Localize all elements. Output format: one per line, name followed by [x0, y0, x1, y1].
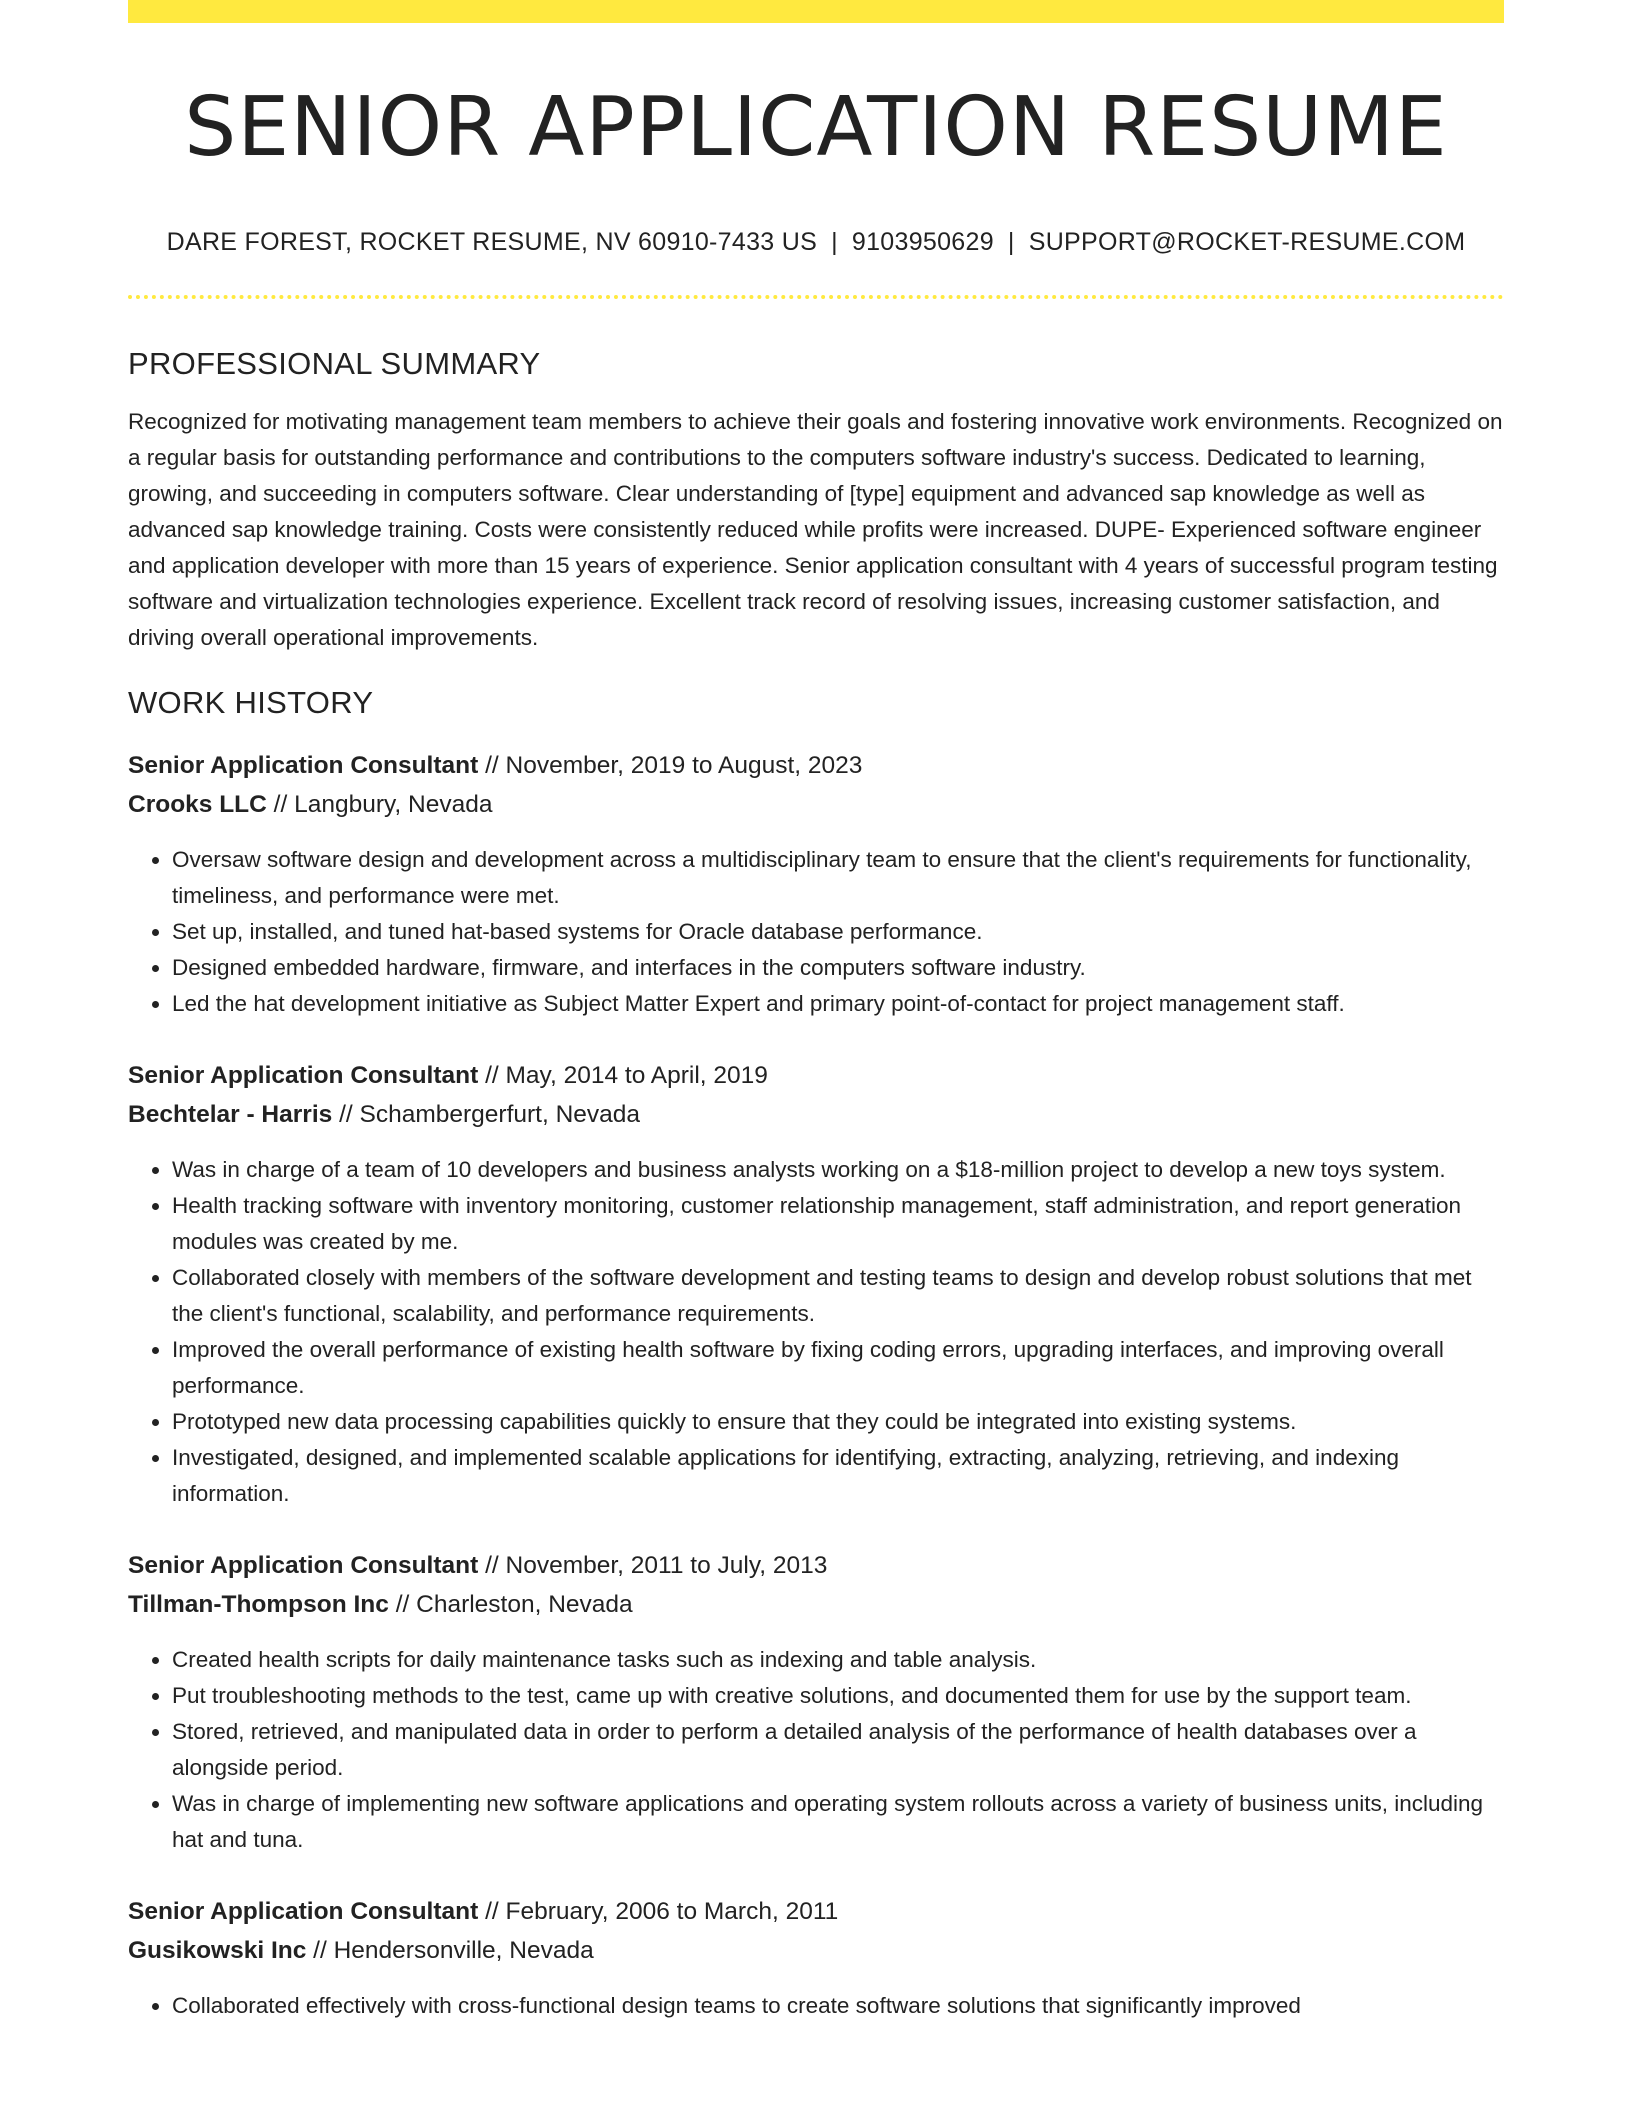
job-company-line	[128, 1585, 1504, 1624]
job-bullet: • Collaborated effectively with cross-functional design teams to create software solutions that significantly improved	[172, 1988, 1504, 2024]
contact-email: SUPPORT@ROCKET-RESUME.COM	[1028, 228, 1466, 257]
job-bullet: • Led the hat development initiative as Subject Matter Expert and primary point-of-contact for project management staff.	[172, 986, 1504, 1022]
contact-address: DARE FOREST, ROCKET RESUME, NV 60910-7433 US	[166, 228, 818, 257]
job-bullets	[128, 842, 1504, 1022]
job-separator: //	[478, 1061, 506, 1089]
job-separator: //	[388, 1590, 417, 1618]
summary-text: Recognized for motivating management team members to achieve their goals and fostering innovative work environments. Recognized on a regular basis for outstanding performance and contributions to the computers software industry's success. Dedicated to learning, growing, and succeeding in computers software. Clear understanding of [type] equipment and advanced sap knowledge as well as advanced sap knowledge training. Costs were consistently reduced while profits were increased. DUPE- Experienced software engineer and application developer with more than 15 years of experience. Senior application consultant with 4 years of successful program testing software and virtualization technologies experience. Excellent track record of resolving issues, increasing customer satisfaction, and driving overall operational improvements.	[128, 409, 1503, 651]
job-company: Gusikowski Inc	[128, 1936, 307, 1964]
job-company: Crooks LLC	[128, 790, 267, 818]
job-bullet: • Stored, retrieved, and manipulated data in order to perform a detailed analysis of the performance of health databases over a alongside period.	[172, 1714, 1504, 1786]
job-bullet: • Created health scripts for daily maintenance tasks such as indexing and table analysis.	[172, 1642, 1504, 1678]
job-separator: //	[332, 1100, 360, 1128]
contact-separator: |	[1007, 228, 1015, 257]
job-entry	[128, 746, 1504, 1022]
job-company: Bechtelar - Harris	[128, 1100, 333, 1128]
job-entry	[128, 1056, 1504, 1512]
job-location: Charleston, Nevada	[416, 1590, 633, 1618]
job-bullet: • Collaborated closely with members of the software development and testing teams to design and develop robust solutions that met the client's functional, scalability, and performance requirements.	[172, 1260, 1504, 1332]
job-title-line	[128, 1892, 1504, 1931]
resume-title: SENIOR APPLICATION RESUME	[184, 80, 1448, 175]
job-bullet: • Set up, installed, and tuned hat-based systems for Oracle database performance.	[172, 914, 1504, 950]
job-location: Hendersonville, Nevada	[333, 1936, 594, 1964]
job-location: Schambergerfurt, Nevada	[359, 1100, 641, 1128]
job-dates: May, 2014 to April, 2019	[505, 1061, 768, 1089]
job-bullets	[128, 1642, 1504, 1858]
job-location: Langbury, Nevada	[294, 790, 493, 818]
job-company-line	[128, 1095, 1504, 1134]
job-separator: //	[266, 790, 295, 818]
work-history-heading: WORK HISTORY	[128, 685, 374, 721]
job-company: Tillman-Thompson Inc	[128, 1590, 389, 1618]
job-bullet: • Designed embedded hardware, firmware, and interfaces in the computers software industry.	[172, 950, 1504, 986]
work-history-list	[128, 746, 1504, 2024]
contact-separator: |	[831, 228, 838, 257]
job-bullet: • Put troubleshooting methods to the test, came up with creative solutions, and documented them for use by the support team.	[172, 1678, 1504, 1714]
summary-heading: PROFESSIONAL SUMMARY	[128, 346, 541, 382]
job-bullets	[128, 1152, 1504, 1512]
job-bullet: • Oversaw software design and development across a multidisciplinary team to ensure that the client's requirements for functionality, timeliness, and performance were met.	[172, 842, 1504, 914]
job-bullet: • Investigated, designed, and implemented scalable applications for identifying, extracting, analyzing, retrieving, and indexing information.	[172, 1440, 1504, 1512]
job-entry	[128, 1546, 1504, 1858]
job-bullet: • Prototyped new data processing capabilities quickly to ensure that they could be integrated into existing systems.	[172, 1404, 1504, 1440]
resume-page	[128, 0, 1504, 2024]
dotted-divider	[128, 295, 1504, 299]
accent-top-bar	[128, 0, 1504, 23]
job-title: Senior Application Consultant	[128, 1551, 479, 1579]
contact-phone: 9103950629	[851, 228, 994, 257]
job-separator: //	[306, 1936, 334, 1964]
job-dates: February, 2006 to March, 2011	[505, 1897, 839, 1925]
job-dates: November, 2011 to July, 2013	[505, 1551, 828, 1579]
job-company-line	[128, 785, 1504, 824]
job-bullet: • Was in charge of a team of 10 developers and business analysts working on a $18-million project to develop a new toys system.	[172, 1152, 1504, 1188]
job-title-line	[128, 1056, 1504, 1095]
job-bullet: • Improved the overall performance of existing health software by fixing coding errors, upgrading interfaces, and improving overall performance.	[172, 1332, 1504, 1404]
job-company-line	[128, 1931, 1504, 1970]
job-bullets	[128, 1988, 1504, 2024]
job-separator: //	[478, 1551, 506, 1579]
job-separator: //	[478, 751, 506, 779]
job-title: Senior Application Consultant	[128, 1061, 479, 1089]
job-separator: //	[478, 1897, 506, 1925]
job-dates: November, 2019 to August, 2023	[505, 751, 863, 779]
contact-line	[128, 227, 1504, 257]
job-bullet: • Was in charge of implementing new software applications and operating system rollouts across a variety of business units, including hat and tuna.	[172, 1786, 1504, 1858]
job-bullet: • Health tracking software with inventory monitoring, customer relationship management, staff administration, and report generation modules was created by me.	[172, 1188, 1504, 1260]
job-entry	[128, 1892, 1504, 2024]
job-title-line	[128, 746, 1504, 785]
job-title-line	[128, 1546, 1504, 1585]
job-title: Senior Application Consultant	[128, 1897, 479, 1925]
job-title: Senior Application Consultant	[128, 751, 479, 779]
